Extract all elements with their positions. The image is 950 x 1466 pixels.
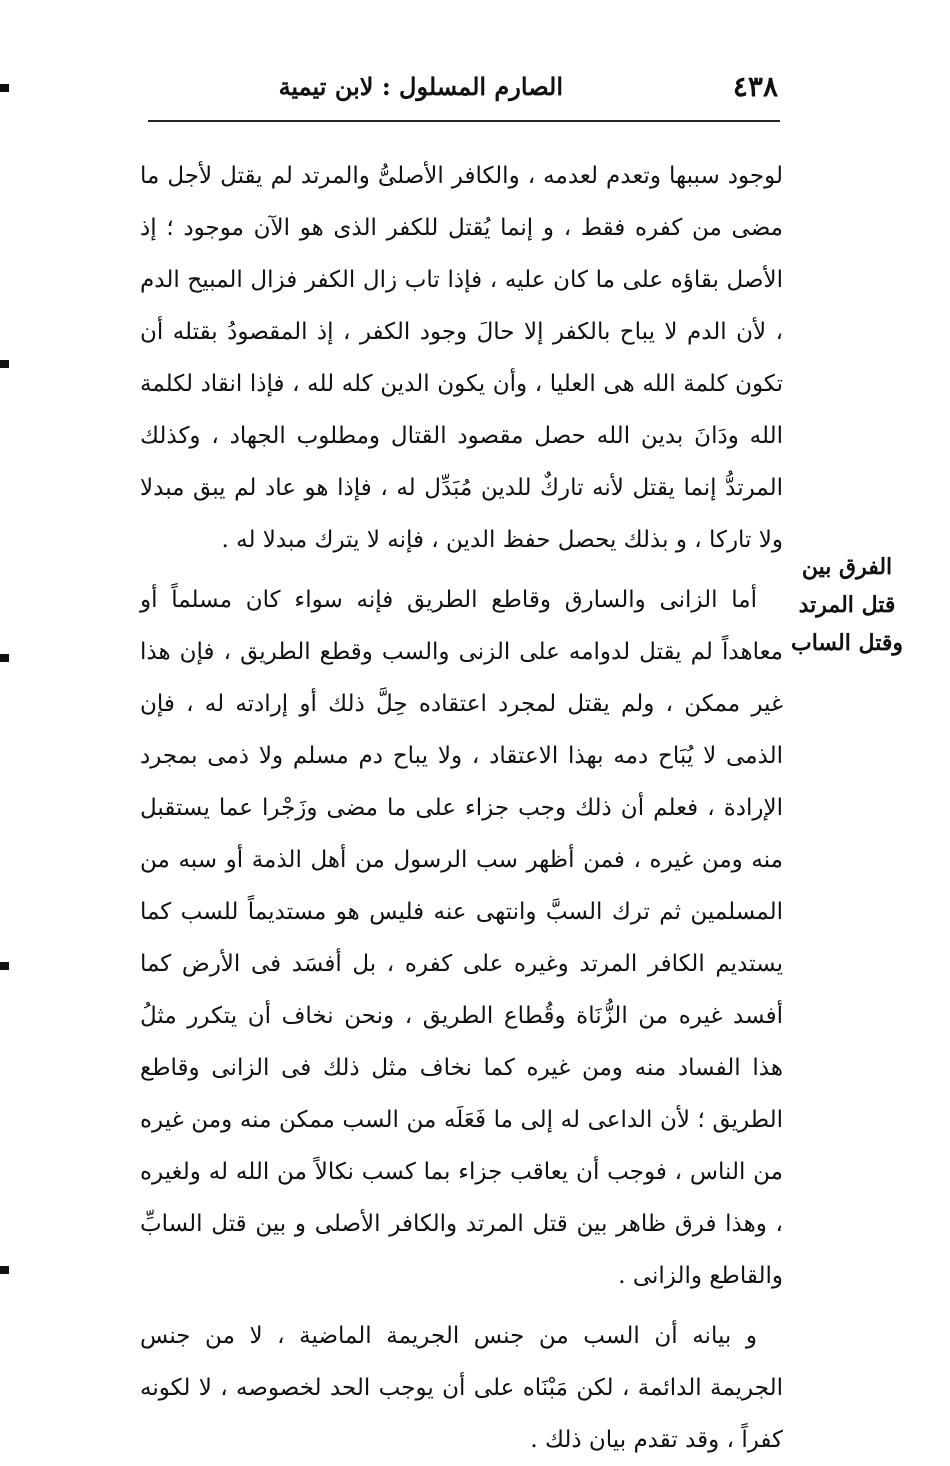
page-header — [148, 64, 778, 112]
scan-edge-mark — [0, 360, 9, 368]
header-rule — [148, 120, 780, 122]
main-text — [140, 150, 783, 1466]
running-title: الصارم المسلول : لابن تيمية — [278, 72, 563, 101]
margin-note: الفرق بين قتل المرتد وقتل الساب — [791, 554, 903, 656]
scan-edge-mark — [0, 84, 9, 92]
scan-edge-mark — [0, 654, 9, 662]
scan-edge-mark — [0, 1266, 9, 1274]
paragraph-2: أما الزانى والسارق وقاطع الطريق فإنه سواء كان مسلماً أو معاهداً لم يقتل لدوامه على الزنى والسب وقطع الطريق ، فإن هذا غير ممكن ، ولم يقتل لمجرد اعتقاده حِلَّ ذلك أو إرادته له ، فإن الذمى لا يُبَاح دمه بهذا الاعتقاد ، ولا يباح دم مسلم ولا ذمى بمجرد الإرادة ، فعلم أن ذلك وجب جزاء على ما مضى وزَجْرا عما يستقبل منه ومن غيره ، فمن أظهر سب الرسول من أهل الذمة أو سبه من المسلمين ثم ترك السبَّ وانتهى عنه فليس هو مستديماً للسب كما يستديم الكافر المرتد وغيره على كفره ، بل أفسَد فى الأرض كما أفسد غيره من الزُّنَاة وقُطاع الطريق ، ونحن نخاف أن يتكرر مثلُ هذا الفساد منه ومن غيره كما نخاف مثل ذلك فى الزانى وقاطع الطريق ؛ لأن الداعى له إلى ما فَعَلَه من السب ممكن منه ومن غيره من الناس ، فوجب أن يعاقب جزاء بما كسب نكالاً من الله له ولغيره ، وهذا فرق ظاهر بين قتل المرتد والكافر الأصلى و بين قتل السابِّ والقاطع والزانى . — [140, 587, 783, 1289]
paragraph-1: لوجود سببها وتعدم لعدمه ، والكافر الأصلىُّ والمرتد لم يقتل لأجل ما مضى من كفره فقط ، و إنما يُقتل للكفر الذى هو الآن موجود ؛ إذ الأصل بقاؤه على ما كان عليه ، فإذا تاب زال الكفر فزال المبيح الدم ، لأن الدم لا يباح بالكفر إلا حالَ وجود الكفر ، إذ المقصودُ بقتله أن تكون كلمة الله هى العليا ، وأن يكون الدين كله لله ، فإذا انقاد لكلمة الله ودَانَ بدين الله حصل مقصود القتال ومطلوب الجهاد ، وكذلك المرتدُّ إنما يقتل لأنه تاركٌ للدين مُبَدِّل له ، فإذا هو عاد لم يبق مبدلا ولا تاركا ، و بذلك يحصل حفظ الدين ، فإنه لا يترك مبدلا له . — [140, 163, 783, 553]
paragraph-3: و بيانه أن السب من جنس الجريمة الماضية ، لا من جنس الجريمة الدائمة ، لكن مَبْنَاه على أن يوجب الحد لخصوصه ، لا لكونه كفراً ، وقد تقدم بيان ذلك . — [140, 1323, 783, 1453]
page-number: ٤٣٨ — [732, 70, 778, 103]
scan-edge-mark — [0, 962, 9, 970]
